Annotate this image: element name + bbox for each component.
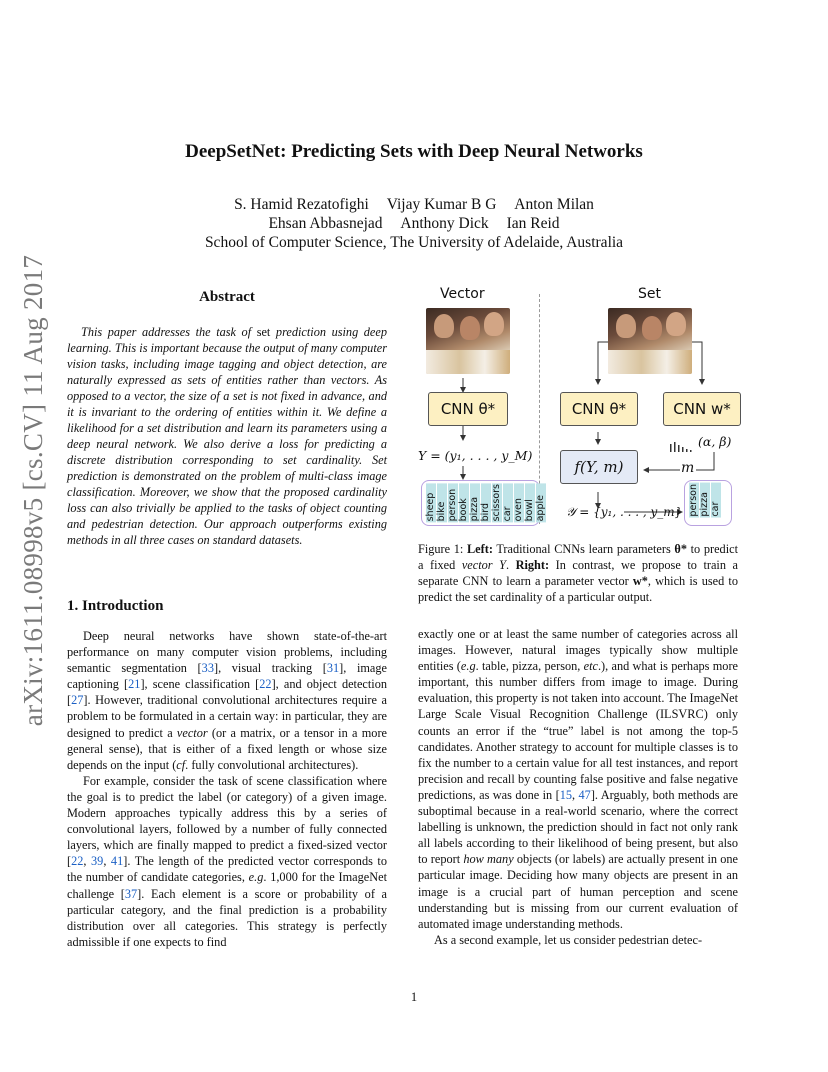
text-run: . table, pizza, person, (475, 659, 584, 674)
affiliation: School of Computer Science, The University of Adelaide, Australia (204, 234, 624, 251)
tag: car (503, 483, 513, 522)
citation-link[interactable]: 15 (559, 787, 573, 802)
citation-link[interactable]: 47 (578, 787, 591, 802)
citation-link[interactable]: 41 (110, 854, 124, 869)
text-run: Traditional CNNs learn parameters (492, 542, 675, 556)
text-run: objects (or labels) are actually present in one particular image. Deciding how many objects are present in an image is a crucial part of human perception and scene understanding but is missing from our current evaluation of automated image understanding methods. (418, 852, 738, 931)
italic-text: etc (583, 659, 598, 674)
intro-paragraph-2 (67, 773, 387, 950)
text-run: ]. Arguably, both methods are suboptimal because in a real-world scenario, where the correct labelling is unknown, the prediction should in fact not only rank all labels according to their likelihood of being present, but also to report (418, 787, 739, 867)
set-tag-list (689, 483, 721, 518)
text-run: Figure 1: (418, 542, 467, 556)
vector-output-label: Y = (y₁, . . . , y_M) (418, 448, 533, 463)
cnn-theta-box-right: CNN θ* (560, 392, 638, 426)
figure-label-vector: Vector (440, 286, 485, 302)
abstract-heading: Abstract (199, 289, 255, 305)
vector-tags-box (421, 480, 546, 526)
bold-text: Left: (466, 542, 493, 556)
text-run: , (103, 854, 111, 869)
cnn-w-box: CNN w* (663, 392, 741, 426)
text-run: . (505, 558, 516, 572)
text-run: (or a matrix, or a tensor in a more general sense), that is either of a fixed length or whose size depends on the input ( (67, 725, 387, 772)
paper-title: DeepSetNet: Predicting Sets with Deep Neural Networks (185, 141, 643, 162)
text-run: ], scene classification [ (140, 677, 260, 692)
text-run: ], and object detection [ (67, 677, 388, 708)
cnn-theta-box-left: CNN θ* (428, 392, 508, 426)
text-run: , (572, 787, 579, 802)
italic-text: vector Y (461, 558, 506, 572)
text-run: . fully convolutional architectures). (185, 757, 359, 772)
input-image-right (608, 308, 692, 374)
tag: person (448, 483, 458, 522)
tag: pizza (470, 483, 480, 522)
bold-text: w* (632, 574, 648, 588)
text-run: .), and what is perhaps more important, this number differs from image to image. During evaluation, this property is not taken into account. The ImageNet Large Scale Visual Recognition Challenge (ILSVRC) only counts an error if the “true” label is not among the top-5 candidates. Another strategy to account for multiple classes is to fix the number to a certain value for all test instances, and report precision and recall by counting false positive and false negative predictions, as was done in [ (418, 659, 739, 802)
tag: pizza (700, 483, 710, 518)
author: Ehsan Abbasnejad (268, 215, 383, 232)
text-run: ], image captioning [ (67, 661, 388, 692)
text-run: ]. The length of the predicted vector corresponds to the number of candidate categories, (67, 854, 387, 885)
text-run: exactly one or at least the same number of categories across all images. However, natural images typically show multiple entities ( (418, 627, 738, 674)
citation-link[interactable]: 22 (71, 854, 84, 869)
author: S. Hamid Rezatofighi (234, 196, 369, 213)
tag: person (688, 484, 699, 517)
author: Anthony Dick (400, 215, 489, 232)
author: Anton Milan (514, 196, 594, 213)
page-number: 1 (410, 990, 418, 1004)
tag: book (459, 483, 469, 522)
text-run: ]. Each element is a score or probability of a particular category, and the final prediction is a probability distribution over all categories. This strategy is perfectly admissible if one expects to find (67, 886, 388, 949)
tag: bike (437, 483, 447, 522)
citation-link[interactable]: 33 (201, 661, 214, 676)
abstract-section (67, 289, 387, 548)
set-tags-box (684, 480, 732, 526)
italic-text: e.g (248, 870, 264, 885)
citation-link[interactable]: 22 (259, 677, 272, 692)
text-run: ]. However, traditional convolutional architectures require a problem to be formulated in a certain way: in particular, they are designed to predict a (67, 693, 387, 740)
bold-text: Right: (515, 558, 550, 572)
bold-text: θ* (674, 542, 687, 556)
author: Ian Reid (506, 215, 560, 232)
figure-1-caption (418, 541, 738, 605)
text-run: ], visual tracking [ (213, 661, 327, 676)
tag: car (711, 483, 721, 518)
authors-line-2 (0, 215, 828, 233)
citation-link[interactable]: 27 (71, 693, 84, 708)
text-run: . 1,000 for the ImageNet challenge [ (67, 870, 387, 901)
italic-text: cf (176, 757, 186, 772)
intro-paragraph-4: As a second example, let us consider pedestrian detec- (434, 932, 703, 947)
tag: oven (514, 483, 524, 522)
text-run: , (83, 854, 92, 869)
vector-tag-list (426, 483, 546, 522)
intro-right-column (418, 626, 738, 948)
figure-1 (418, 284, 748, 534)
text-run: Deep neural networks have shown state-of-the-art performance on many computer vision problems, including semantic segmentation [ (67, 629, 387, 676)
citation-link[interactable]: 31 (326, 661, 340, 676)
alpha-beta-label: (α, β) (698, 434, 732, 449)
text-run: to predict a fixed (418, 542, 738, 572)
italic-text: e.g (460, 659, 476, 674)
text-run: In contrast, we propose to train a separate CNN to learn a parameter vector (418, 558, 739, 588)
citation-link[interactable]: 39 (91, 854, 104, 869)
arxiv-sidebar (4, 254, 64, 726)
figure-label-set: Set (638, 286, 661, 302)
introduction-section (67, 598, 387, 950)
text-run: , which is used to predict the set cardinality of a particular output. (418, 574, 738, 604)
tag: sheep (426, 483, 436, 522)
italic-text: vector (176, 725, 208, 740)
author: Vijay Kumar B G (386, 196, 497, 213)
arxiv-id: arXiv:1611.08998v5 [cs.CV] 11 Aug 2017 (18, 254, 49, 726)
tag: bowl (525, 483, 535, 522)
citation-link[interactable]: 37 (124, 886, 138, 901)
tag: apple (536, 483, 546, 522)
authors-line-1 (0, 196, 828, 214)
citation-link[interactable]: 21 (128, 677, 141, 692)
text-run: For example, consider the task of scene classification where the goal is to predict the label (or category) of a given image. Modern approaches typically address this by a series of convolutional layers, followed by a number of fully connected layers, which are finally mapped to predict a fixed-sized vector [ (67, 773, 387, 869)
intro-paragraph-3 (418, 626, 738, 932)
tag: bird (481, 483, 491, 522)
italic-text: how many (463, 852, 514, 867)
tag: scissors (491, 484, 502, 522)
f-function-box: f(Y, m) (560, 450, 638, 484)
intro-paragraph-1 (67, 628, 387, 773)
m-label: m (681, 460, 695, 476)
introduction-heading: 1. Introduction (67, 598, 164, 614)
abstract-text: This paper addresses the task of set prediction using deep learning. This is important because the output of many computer vision tasks, including image tagging and object detection, are naturally expressed as sets of entities rather than vectors. As opposed to a vector, the size of a set is not fixed in advance, and it is invariant to the ordering of entities within it. We define a likelihood for a set distribution and learn its parameters using a deep neural network. We also derive a loss for predicting a discrete distribution corresponding to set cardinality. Set prediction is demonstrated on the problem of multi-class image classification. Moreover, we show that the proposed cardinality loss can also trivially be applied to the tasks of object counting and pedestrian detection. Our approach outperforms existing methods in all three cases on standard datasets. (67, 325, 387, 547)
set-output-label: 𝒴 = {y₁, . . . , y_m} (566, 505, 683, 519)
